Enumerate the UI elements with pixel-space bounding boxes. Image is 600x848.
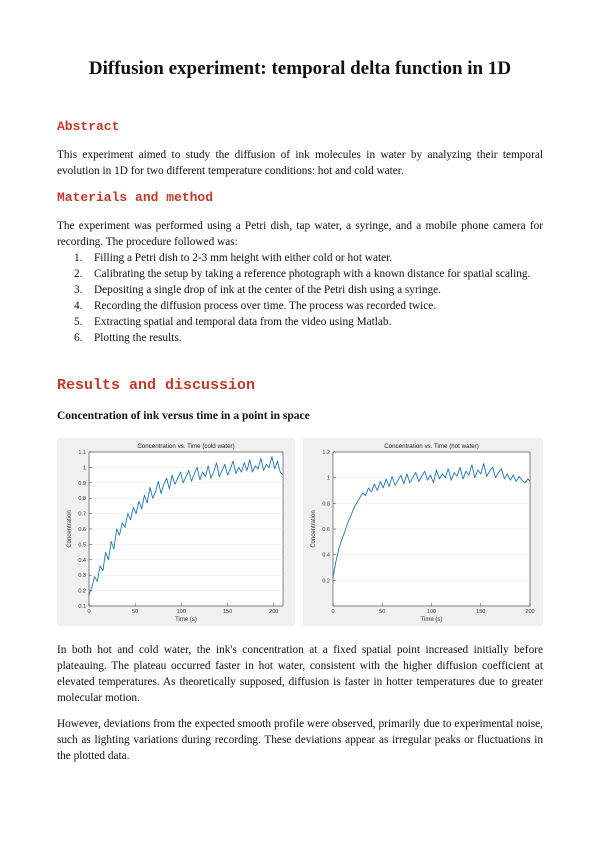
y-tick-label: 1 (326, 475, 330, 482)
results-paragraph-1: In both hot and cold water, the ink's concentration at a fixed spatial point increased initially before plateauing. The plateau occurred faster in hot water, consistent with the higher diffusion coefficient at elevated temperatures. As theoretically supposed, diffusion is faster in hotter temperatures due to greater molecular motion. (57, 644, 543, 704)
results-subheading: Concentration of ink versus time in a point in space (57, 410, 310, 422)
x-tick-label: 200 (525, 609, 535, 615)
step-number: 1. (74, 252, 83, 264)
y-tick-label: 0.4 (322, 552, 330, 559)
y-tick-label: 0.3 (78, 573, 86, 580)
results-heading: Results and discussion (57, 377, 256, 394)
y-tick-label: 1.2 (322, 450, 330, 456)
hot-water-chart (303, 438, 543, 626)
abstract-heading: Abstract (57, 119, 120, 134)
chart-title: Concentration vs. Time (hot water) (384, 443, 479, 450)
step-number: 3. (74, 284, 83, 296)
procedure-step (57, 298, 543, 314)
x-tick-label: 150 (222, 609, 233, 615)
procedure-step (57, 266, 543, 282)
step-number: 6. (74, 332, 83, 344)
step-text: Extracting spatial and temporal data from the video using Matlab. (94, 316, 392, 328)
step-text: Recording the diffusion process over time. The process was recorded twice. (94, 300, 437, 312)
procedure-step (57, 330, 543, 346)
y-tick-label: 0.2 (78, 588, 86, 595)
document-title: Diffusion experiment: temporal delta function in 1D (88, 58, 512, 79)
chart-title: Concentration vs. Time (cold water) (137, 443, 235, 450)
y-tick-label: 0.6 (78, 527, 86, 533)
x-axis-label: Time (s) (175, 617, 197, 623)
results-paragraph-2: However, deviations from the expected smooth profile were observed, primarily due to experimental noise, such as lighting variations during recording. These deviations appear as irregular peaks or fluctuations in the plotted data. (57, 718, 543, 762)
y-axis-label: Concentration (311, 510, 317, 548)
x-tick-label: 50 (132, 609, 139, 615)
x-tick-label: 50 (379, 609, 386, 615)
x-tick-label: 0 (87, 609, 91, 615)
y-tick-label: 0.4 (78, 557, 86, 564)
materials-intro: The experiment was performed using a Petri dish, tap water, a syringe, and a mobile phone camera for recording. The procedure followed was: (57, 220, 543, 248)
step-text: Filling a Petri dish to 2-3 mm height with either cold or hot water. (94, 252, 393, 264)
step-text: Depositing a single drop of ink at the center of the Petri dish using a syringe. (94, 284, 441, 296)
x-tick-label: 200 (269, 609, 279, 615)
y-tick-label: 0.5 (78, 542, 86, 549)
y-tick-label: 0.1 (78, 604, 86, 610)
y-tick-label: 1 (82, 465, 86, 472)
y-tick-label: 0.7 (78, 511, 86, 518)
step-number: 4. (74, 300, 83, 312)
y-tick-label: 0.8 (78, 496, 86, 503)
cold-water-chart (57, 438, 295, 626)
abstract-text: This experiment aimed to study the diffusion of ink molecules in water by analyzing their temporal evolution in 1D for two different temperature conditions: hot and cold water. (57, 149, 543, 177)
step-text: Plotting the results. (94, 332, 182, 344)
step-number: 5. (74, 316, 83, 328)
y-tick-label: 0.9 (78, 480, 86, 487)
procedure-step (57, 314, 543, 330)
y-tick-label: 0.2 (322, 578, 330, 585)
y-tick-label: 0.6 (322, 527, 330, 533)
procedure-step (57, 282, 543, 298)
x-tick-label: 0 (331, 609, 335, 615)
y-tick-label: 0.8 (322, 501, 330, 508)
y-axis-label: Concentration (67, 510, 73, 548)
step-text: Calibrating the setup by taking a reference photograph with a known distance for spatial scaling. (94, 268, 531, 280)
procedure-list (57, 250, 543, 346)
materials-heading: Materials and method (57, 190, 214, 205)
x-tick-label: 100 (426, 609, 437, 615)
x-tick-label: 150 (476, 609, 486, 615)
step-number: 2. (74, 268, 83, 280)
x-axis-label: Time (s) (420, 617, 443, 623)
x-tick-label: 100 (176, 609, 186, 615)
procedure-step (57, 250, 543, 266)
y-tick-label: 1.1 (78, 450, 86, 456)
